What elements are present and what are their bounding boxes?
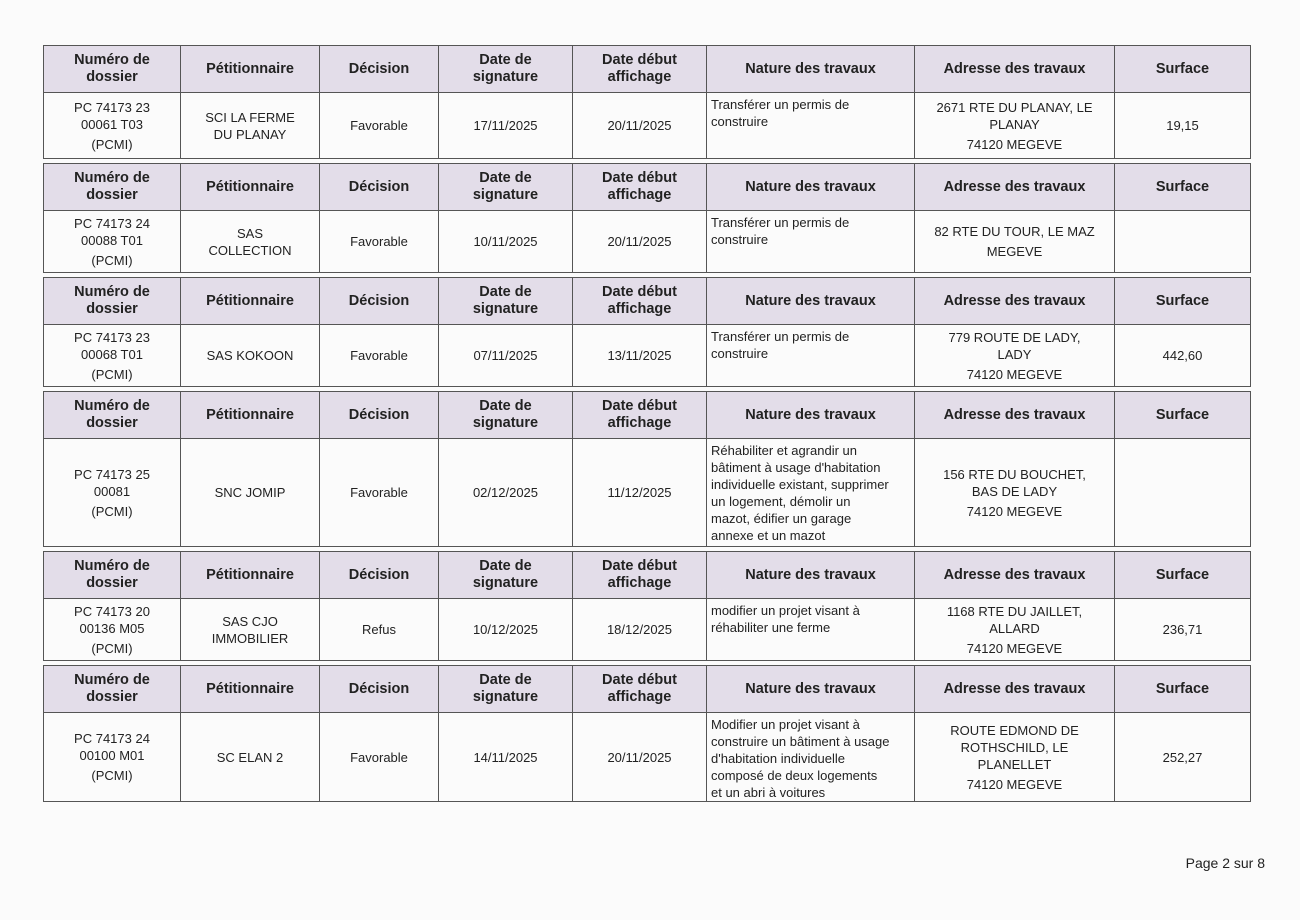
text-line: construire [711, 232, 769, 247]
text-line: dossier [86, 187, 138, 203]
text-line: BAS DE LADY [971, 483, 1058, 499]
commune: 74120 MEGEVE [966, 366, 1063, 382]
cell-date-signature: 17/11/2025 [439, 93, 573, 159]
cell-surface: 236,71 [1115, 599, 1251, 661]
text-line: Date de [479, 672, 532, 688]
text-line: 00136 M05 [79, 620, 145, 636]
cell-decision: Favorable [320, 211, 439, 273]
header-decision: Décision [320, 666, 439, 713]
text-line: construire [711, 114, 769, 129]
cell-date-signature: 02/12/2025 [439, 439, 573, 547]
text-line: mazot, édifier un garage [711, 511, 852, 526]
header-dossier [44, 392, 181, 439]
header-dossier [44, 278, 181, 325]
text-line: construire un bâtiment à usage [711, 734, 890, 749]
text-line: SNC JOMIP [214, 485, 286, 500]
text-line: 00061 T03 [81, 116, 143, 132]
cell-decision: Favorable [320, 439, 439, 547]
cell-dossier [44, 713, 181, 802]
cell-petitionnaire [181, 325, 320, 387]
text-line: affichage [607, 575, 672, 591]
header-row [44, 392, 1251, 439]
header-date-affichage [573, 666, 707, 713]
text-line: individuelle existant, supprimer [711, 477, 889, 492]
table-row [44, 211, 1251, 273]
text-line: signature [472, 301, 539, 317]
cell-date-signature: 07/11/2025 [439, 325, 573, 387]
cell-adresse [915, 211, 1115, 273]
text-line: Date début [602, 672, 677, 688]
header-date-signature [439, 46, 573, 93]
header-adresse: Adresse des travaux [915, 392, 1115, 439]
text-line: dossier [86, 575, 138, 591]
page-number: Page 2 sur 8 [1185, 855, 1265, 871]
commune: 74120 MEGEVE [966, 640, 1063, 656]
text-line: Date début [602, 284, 677, 300]
cell-petitionnaire [181, 599, 320, 661]
text-line: Date début [602, 52, 677, 68]
text-line: 82 RTE DU TOUR, LE MAZ [934, 224, 1095, 239]
text-line: 00100 M01 [79, 748, 145, 763]
text-line: d'habitation individuelle [711, 751, 846, 766]
header-petitionnaire: Pétitionnaire [181, 278, 320, 325]
text-line: 779 ROUTE DE LADY, [948, 329, 1081, 345]
cell-nature [707, 211, 915, 273]
header-adresse: Adresse des travaux [915, 552, 1115, 599]
text-line: 2671 RTE DU PLANAY, LE [936, 99, 1093, 115]
header-petitionnaire: Pétitionnaire [181, 552, 320, 599]
text-line: COLLECTION [208, 242, 292, 258]
text-line: Réhabiliter et agrandir un [711, 443, 857, 458]
text-line: Transférer un permis de [711, 215, 850, 230]
text-line: SCI LA FERME [205, 109, 295, 125]
text-line: ROUTE EDMOND DE [950, 722, 1079, 738]
text-line: IMMOBILIER [211, 630, 289, 646]
text-line: ALLARD [989, 620, 1040, 636]
text-line: (PCMI) [91, 136, 133, 152]
header-date-signature [439, 392, 573, 439]
text-line: Transférer un permis de [711, 329, 850, 344]
commune: 74120 MEGEVE [966, 776, 1063, 792]
permit-table [43, 665, 1251, 802]
cell-adresse [915, 325, 1115, 387]
cell-petitionnaire [181, 211, 320, 273]
header-nature: Nature des travaux [707, 46, 915, 93]
cell-date-affichage: 18/12/2025 [573, 599, 707, 661]
cell-decision: Favorable [320, 713, 439, 802]
text-line: Numéro de [74, 672, 150, 688]
cell-nature [707, 439, 915, 547]
text-line: PC 74173 24 [74, 731, 150, 746]
header-dossier [44, 552, 181, 599]
text-line: signature [472, 187, 539, 203]
cell-petitionnaire [181, 439, 320, 547]
text-line: 00068 T01 [81, 346, 143, 362]
text-line: Numéro de [74, 398, 150, 414]
cell-decision: Favorable [320, 93, 439, 159]
text-line: signature [472, 69, 539, 85]
text-line: dossier [86, 301, 138, 317]
text-line: dossier [86, 415, 138, 431]
text-line: (PCMI) [91, 503, 133, 519]
header-nature: Nature des travaux [707, 164, 915, 211]
header-dossier [44, 46, 181, 93]
text-line: construire [711, 346, 769, 361]
text-line: PC 74173 23 [74, 99, 150, 115]
cell-nature [707, 93, 915, 159]
cell-adresse [915, 93, 1115, 159]
text-line: SAS [236, 225, 263, 241]
permits-list [43, 45, 1250, 806]
header-petitionnaire: Pétitionnaire [181, 666, 320, 713]
text-line: Date de [479, 558, 532, 574]
text-line: 156 RTE DU BOUCHET, [943, 466, 1086, 482]
header-decision: Décision [320, 392, 439, 439]
cell-decision: Favorable [320, 325, 439, 387]
text-line: affichage [607, 301, 672, 317]
permit-table [43, 391, 1251, 547]
cell-petitionnaire [181, 93, 320, 159]
header-decision: Décision [320, 278, 439, 325]
cell-dossier [44, 211, 181, 273]
text-line: ROTHSCHILD, LE [960, 739, 1069, 755]
header-date-signature [439, 666, 573, 713]
text-line: Numéro de [74, 284, 150, 300]
header-date-affichage [573, 164, 707, 211]
cell-surface: 19,15 [1115, 93, 1251, 159]
header-surface: Surface [1115, 164, 1251, 211]
text-line: PC 74173 24 [74, 215, 150, 231]
header-row [44, 278, 1251, 325]
table-row [44, 325, 1251, 387]
text-line: 1168 RTE DU JAILLET, [946, 603, 1083, 619]
text-line: annexe et un mazot [711, 528, 826, 543]
text-line: 00088 T01 [81, 232, 143, 248]
permit-table [43, 551, 1251, 661]
text-line: affichage [607, 69, 672, 85]
header-petitionnaire: Pétitionnaire [181, 164, 320, 211]
cell-nature [707, 599, 915, 661]
cell-date-affichage: 20/11/2025 [573, 713, 707, 802]
commune: 74120 MEGEVE [966, 136, 1063, 152]
permit-table [43, 163, 1251, 273]
header-nature: Nature des travaux [707, 278, 915, 325]
cell-nature [707, 325, 915, 387]
cell-date-signature: 10/12/2025 [439, 599, 573, 661]
text-line: un logement, démolir un [711, 494, 851, 509]
text-line: Date de [479, 52, 532, 68]
text-line: PC 74173 20 [74, 603, 150, 619]
cell-date-affichage: 20/11/2025 [573, 93, 707, 159]
cell-adresse [915, 713, 1115, 802]
text-line: Date de [479, 170, 532, 186]
table-row [44, 439, 1251, 547]
header-nature: Nature des travaux [707, 666, 915, 713]
header-date-signature [439, 278, 573, 325]
header-adresse: Adresse des travaux [915, 46, 1115, 93]
text-line: modifier un projet visant à [711, 603, 860, 618]
text-line: Numéro de [74, 170, 150, 186]
text-line: bâtiment à usage d'habitation [711, 460, 881, 475]
header-row [44, 552, 1251, 599]
header-adresse: Adresse des travaux [915, 164, 1115, 211]
header-date-affichage [573, 278, 707, 325]
commune: MEGEVE [986, 244, 1043, 259]
permit-table [43, 45, 1251, 159]
header-row [44, 666, 1251, 713]
text-line: (PCMI) [91, 640, 133, 656]
cell-decision: Refus [320, 599, 439, 661]
header-surface: Surface [1115, 666, 1251, 713]
cell-dossier [44, 93, 181, 159]
header-surface: Surface [1115, 392, 1251, 439]
cell-surface [1115, 439, 1251, 547]
text-line: Date début [602, 398, 677, 414]
table-row [44, 713, 1251, 802]
text-line: dossier [86, 69, 138, 85]
header-surface: Surface [1115, 46, 1251, 93]
text-line: SAS CJO [222, 613, 278, 629]
text-line: signature [472, 575, 539, 591]
text-line: (PCMI) [91, 768, 133, 783]
header-surface: Surface [1115, 278, 1251, 325]
cell-date-signature: 10/11/2025 [439, 211, 573, 273]
header-nature: Nature des travaux [707, 392, 915, 439]
header-date-affichage [573, 46, 707, 93]
text-line: signature [472, 689, 539, 705]
commune: 74120 MEGEVE [966, 503, 1063, 519]
text-line: Date début [602, 170, 677, 186]
text-line: (PCMI) [91, 252, 133, 268]
header-adresse: Adresse des travaux [915, 278, 1115, 325]
text-line: LADY [997, 346, 1032, 362]
cell-date-affichage: 13/11/2025 [573, 325, 707, 387]
text-line: réhabiliter une ferme [711, 620, 831, 635]
text-line: PLANAY [989, 116, 1040, 132]
text-line: Date de [479, 398, 532, 414]
header-date-affichage [573, 552, 707, 599]
cell-nature [707, 713, 915, 802]
cell-dossier [44, 439, 181, 547]
header-decision: Décision [320, 164, 439, 211]
text-line: et un abri à voitures [711, 785, 826, 800]
text-line: Date de [479, 284, 532, 300]
header-decision: Décision [320, 46, 439, 93]
cell-adresse [915, 599, 1115, 661]
header-petitionnaire: Pétitionnaire [181, 46, 320, 93]
cell-petitionnaire [181, 713, 320, 802]
header-dossier [44, 666, 181, 713]
text-line: Date début [602, 558, 677, 574]
table-row [44, 93, 1251, 159]
text-line: PLANELLET [977, 756, 1052, 772]
text-line: composé de deux logements [711, 768, 878, 783]
header-date-signature [439, 164, 573, 211]
header-date-affichage [573, 392, 707, 439]
text-line: Numéro de [74, 558, 150, 574]
text-line: dossier [86, 689, 138, 705]
header-row [44, 164, 1251, 211]
cell-surface [1115, 211, 1251, 273]
header-surface: Surface [1115, 552, 1251, 599]
cell-date-signature: 14/11/2025 [439, 713, 573, 802]
text-line: SAS KOKOON [206, 348, 294, 363]
cell-dossier [44, 325, 181, 387]
text-line: PC 74173 23 [74, 329, 150, 345]
header-dossier [44, 164, 181, 211]
cell-surface: 442,60 [1115, 325, 1251, 387]
cell-date-affichage: 11/12/2025 [573, 439, 707, 547]
text-line: affichage [607, 187, 672, 203]
text-line: SC ELAN 2 [216, 749, 284, 765]
header-row [44, 46, 1251, 93]
cell-dossier [44, 599, 181, 661]
header-date-signature [439, 552, 573, 599]
text-line: Modifier un projet visant à [711, 717, 860, 732]
table-row [44, 599, 1251, 661]
text-line: affichage [607, 415, 672, 431]
cell-adresse [915, 439, 1115, 547]
text-line: 00081 [93, 483, 131, 499]
header-adresse: Adresse des travaux [915, 666, 1115, 713]
text-line: Transférer un permis de [711, 97, 850, 112]
text-line: Numéro de [74, 52, 150, 68]
header-nature: Nature des travaux [707, 552, 915, 599]
header-petitionnaire: Pétitionnaire [181, 392, 320, 439]
permit-table [43, 277, 1251, 387]
text-line: signature [472, 415, 539, 431]
text-line: (PCMI) [91, 366, 133, 382]
text-line: DU PLANAY [213, 126, 287, 142]
cell-surface: 252,27 [1115, 713, 1251, 802]
text-line: affichage [607, 689, 672, 705]
header-decision: Décision [320, 552, 439, 599]
cell-date-affichage: 20/11/2025 [573, 211, 707, 273]
text-line: PC 74173 25 [74, 466, 150, 482]
